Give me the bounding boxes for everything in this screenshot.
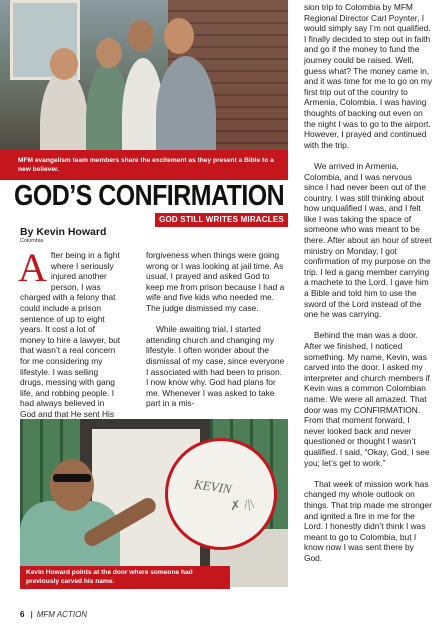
page-footer	[20, 610, 87, 619]
paragraph: sion trip to Colombia by MFM Regional Director Carl Poynter, I would simply say I’m not qualified. I finally decided to step out in faith and go if the money to fund the journey could be raised. Well, guess what? The money came in, and it was time for me to go on my first trip out of the country to Armenia, Colombia. I was having thoughts of backing out even on the night I was to go to the airport. However, I prayed and continued with the trip.	[304, 2, 433, 150]
bottom-photo-caption: Kevin Howard points at the door where someone had previously carved his name.	[20, 566, 230, 589]
carving-highlight-circle: KEVIN ✗ /|\	[165, 438, 277, 550]
author-location: Colombia	[20, 238, 44, 244]
article-column-2	[146, 250, 286, 420]
paragraph: While awaiting trial, I started attending church and changing my lifestyle. I often wonder about the dismissal of my case, since everyone I associated with had been to prison. I now know why. God had plans for me. Whenever I was asked to take part in a mis-	[146, 324, 285, 409]
paragraph: That week of mission work has changed my whole outlook on things. That trip made me stronger and ignited a fire in me for the Lord. I honestly didn’t think I was meant to go to Colombia, but I know now I was sent there by God.	[304, 478, 432, 563]
carved-name: KEVIN	[193, 476, 233, 497]
footer-separator: |	[30, 610, 33, 619]
article-headline: GOD’S CONFIRMATION	[14, 180, 285, 212]
paragraph: forgiveness when things were going wrong or I was looking at jail time. As usual, I prayed and asked God to keep me from prison because I had a wife and five kids who needed me. The judge dismissed my case.	[146, 250, 285, 313]
article-subhead: GOD STILL WRITES MIRACLES	[155, 213, 288, 227]
drop-cap: A	[18, 245, 47, 290]
paragraph: We arrived in Armenia, Colombia, and I was nervous since I had never been out of the country. I was still thinking about how unqualified I was, and I felt like I was taking the space of someone who was meant to be there. After about an hour of street ministry on Monday, I got confirmation of my purpose on the trip. I led a gang member carrying a machete to the Lord. I gave him a Bible and told him to use the sword of the Lord instead of the one he was carrying.	[304, 160, 432, 320]
magazine-name: MFM ACTION	[36, 610, 88, 619]
author-byline: By Kevin Howard	[20, 226, 107, 238]
paragraph: After being in a fight where I seriously injured another person, I was charged with a felony that could include a prison sentence of up to eight years. It cost a lot of money to hire a lawyer, but that wasn’t a real concern for me considering my lifestyle. I was selling drugs, messing with gang life, and robbing people. I had always believed in God and that He sent His	[18, 245, 121, 419]
top-photo-caption: MFM evangelism team members share the excitement as they present a Bible to a new believer.	[0, 150, 288, 180]
article-column-3	[304, 2, 432, 574]
paragraph: Behind the man was a door. After we finished, I noticed something. My name, Kevin, was carved into the door. I asked my interpreter and church members if Kevin was a common Colombian name. We were all amazed. That door was my CONFIRMATION. From that moment forward, I never looked back and never questioned or thought I wasn’t qualified. I said, “Okay, God, I see you; let’s get to work.”	[304, 330, 430, 468]
page-number: 6	[20, 610, 25, 619]
